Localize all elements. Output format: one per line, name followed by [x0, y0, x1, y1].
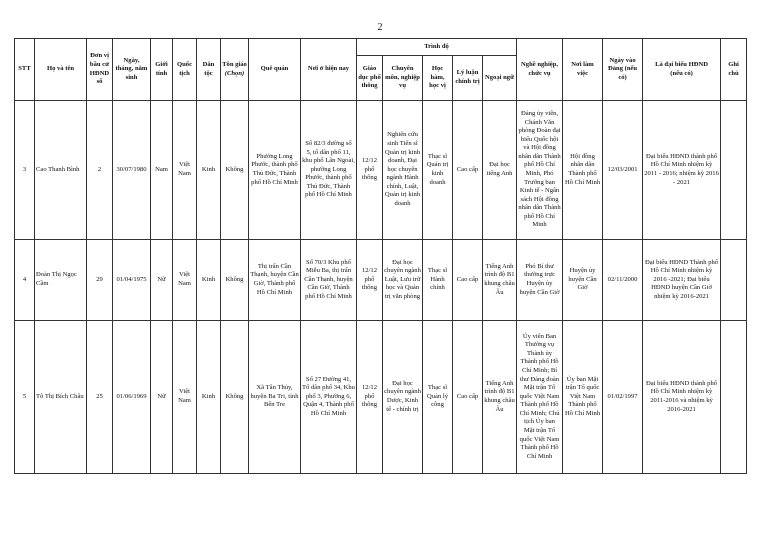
- cell-hometown: Thị trấn Cần Thạnh, huyện Cần Giờ, Thành phố Hồ Chí Minh: [249, 240, 301, 321]
- header-specialty: Chuyên môn, nghiệp vụ: [383, 56, 423, 101]
- cell-stt: 5: [15, 321, 35, 474]
- cell-stt: 4: [15, 240, 35, 321]
- cell-academic: Thạc sĩ Hành chính: [423, 240, 453, 321]
- cell-delegate: Đại biểu HĐND thành phố Hồ Chí Minh nhiệm kỳ 2011-2016 và nhiệm kỳ 2016-2021: [643, 321, 721, 474]
- cell-political: Cao cấp: [453, 240, 483, 321]
- cell-academic: Thạc sĩ Quản trị kinh doanh: [423, 101, 453, 240]
- cell-language: Tiếng Anh trình độ B1 khung châu Âu: [483, 240, 517, 321]
- cell-dob: 30/07/1980: [113, 101, 151, 240]
- cell-occupation: Phó Bí thư thường trực Huyện ủy huyện Cần Giờ: [517, 240, 563, 321]
- cell-ethnicity: Kinh: [197, 240, 221, 321]
- header-workplace: Nơi làm việc: [563, 39, 603, 101]
- cell-general-edu: 12/12 phổ thông: [357, 321, 383, 474]
- header-nationality: Quốc tịch: [173, 39, 197, 101]
- cell-language: Đại học tiếng Anh: [483, 101, 517, 240]
- cell-name: Cao Thanh Bình: [35, 101, 87, 240]
- header-gender: Giới tính: [151, 39, 173, 101]
- cell-notes: [721, 101, 747, 240]
- header-delegate: Là đại biểu HĐND (nếu có): [643, 39, 721, 101]
- header-ethnicity: Dân tộc: [197, 39, 221, 101]
- table-row: [15, 240, 747, 321]
- cell-general-edu: 12/12 phổ thông: [357, 101, 383, 240]
- cell-occupation: Đảng ủy viên, Chánh Văn phòng Đoàn đại biểu Quốc hội và Hội đồng nhân dân Thành phố Hồ Chí Minh, Phó Trưởng ban Kinh tế - Ngân sách Hội đồng nhân dân Thành phố Hồ Chí Minh: [517, 101, 563, 240]
- cell-nationality: Việt Nam: [173, 321, 197, 474]
- cell-general-edu: 12/12 phổ thông: [357, 240, 383, 321]
- header-religion: Tôn giáo (Chọn): [221, 39, 249, 101]
- page-number: 2: [377, 22, 383, 33]
- cell-gender: Nam: [151, 101, 173, 240]
- header-occupation: Nghề nghiệp, chức vụ: [517, 39, 563, 101]
- cell-party-date: 02/11/2000: [603, 240, 643, 321]
- cell-workplace: Huyện ủy huyện Cần Giờ: [563, 240, 603, 321]
- cell-name: Tô Thị Bích Châu: [35, 321, 87, 474]
- cell-specialty: Đại học chuyên ngành Luật, Lưu trữ học và Quản trị văn phòng: [383, 240, 423, 321]
- table-row: [15, 321, 747, 474]
- header-hometown: Quê quán: [249, 39, 301, 101]
- cell-ethnicity: Kinh: [197, 321, 221, 474]
- header-stt: STT: [15, 39, 35, 101]
- cell-dob: 01/04/1975: [113, 240, 151, 321]
- cell-delegate: Đại biểu HĐND thành phố Hồ Chí Minh nhiệm kỳ 2011 - 2016; nhiệm kỳ 2016 - 2021: [643, 101, 721, 240]
- cell-residence: Số 27 Đường 41, Tổ dân phố 34, Khu phố 3, Phường 6, Quận 4, Thành phố Hồ Chí Minh: [301, 321, 357, 474]
- header-academic: Học hàm, học vị: [423, 56, 453, 101]
- cell-religion: Không: [221, 101, 249, 240]
- cell-residence: Số 70/3 Khu phố Miễu Ba, thị trấn Cần Thạnh, huyện Cần Giờ, Thành phố Hồ Chí Minh: [301, 240, 357, 321]
- cell-academic: Thạc sĩ Quản lý công: [423, 321, 453, 474]
- header-party-date: Ngày vào Đảng (nếu có): [603, 39, 643, 101]
- header-dob: Ngày, tháng, năm sinh: [113, 39, 151, 101]
- header-notes: Ghi chú: [721, 39, 747, 101]
- cell-gender: Nữ: [151, 240, 173, 321]
- cell-unit: 2: [87, 101, 113, 240]
- cell-unit: 29: [87, 240, 113, 321]
- cell-language: Tiếng Anh trình độ B1 khung châu Âu: [483, 321, 517, 474]
- table-row: [15, 101, 747, 240]
- header-row-1: [15, 39, 747, 56]
- cell-religion: Không: [221, 240, 249, 321]
- candidate-table: [14, 38, 747, 474]
- cell-unit: 25: [87, 321, 113, 474]
- cell-workplace: Hội đồng nhân dân Thành phố Hồ Chí Minh: [563, 101, 603, 240]
- header-residence: Nơi ở hiện nay: [301, 39, 357, 101]
- cell-specialty: Đại học chuyên ngành Dược, Kinh tế - chính trị: [383, 321, 423, 474]
- cell-notes: [721, 240, 747, 321]
- cell-residence: Số 82/3 đường số 5, tổ dân phố 11, khu phố Lân Ngoài, phường Long Phước, thành phố Thủ Đức, Thành phố Hồ Chí Minh: [301, 101, 357, 240]
- header-general-edu: Giáo dục phổ thông: [357, 56, 383, 101]
- cell-nationality: Việt Nam: [173, 240, 197, 321]
- cell-notes: [721, 321, 747, 474]
- cell-hometown: Phường Long Phước, thành phố Thủ Đức, Thành phố Hồ Chí Minh: [249, 101, 301, 240]
- cell-hometown: Xã Tân Thủy, huyện Ba Tri, tỉnh Bến Tre: [249, 321, 301, 474]
- cell-party-date: 12/03/2001: [603, 101, 643, 240]
- header-name: Họ và tên: [35, 39, 87, 101]
- cell-gender: Nữ: [151, 321, 173, 474]
- cell-ethnicity: Kinh: [197, 101, 221, 240]
- cell-political: Cao cấp: [453, 101, 483, 240]
- header-language: Ngoại ngữ: [483, 56, 517, 101]
- cell-delegate: Đại biểu HĐND Thành phố Hồ Chí Minh nhiệm kỳ 2016 -2021; Đại biểu HĐND huyện Cần Giờ nhiệm kỳ 2016-2021: [643, 240, 721, 321]
- cell-name: Đoàn Thị Ngọc Cầm: [35, 240, 87, 321]
- header-education-group: Trình độ: [357, 39, 517, 56]
- cell-nationality: Việt Nam: [173, 101, 197, 240]
- cell-religion: Không: [221, 321, 249, 474]
- cell-dob: 01/06/1969: [113, 321, 151, 474]
- cell-workplace: Ủy ban Mặt trận Tổ quốc Việt Nam Thành phố Hồ Chí Minh: [563, 321, 603, 474]
- header-political: Lý luận chính trị: [453, 56, 483, 101]
- cell-political: Cao cấp: [453, 321, 483, 474]
- header-unit: Đơn vị bầu cử HĐND số: [87, 39, 113, 101]
- cell-occupation: Ủy viên Ban Thường vụ Thành ủy Thành phố Hồ Chí Minh; Bí thư Đảng đoàn Mặt trận Tổ quốc Việt Nam Thành phố Hồ Chí Minh; Chủ tịch Ủy ban Mặt trận Tổ quốc Việt Nam Thành phố Hồ Chí Minh: [517, 321, 563, 474]
- cell-stt: 3: [15, 101, 35, 240]
- cell-specialty: Nghiên cứu sinh Tiến sĩ Quản trị kinh doanh, Đại học chuyên ngành Hành chính, Luật, Quản trị kinh doanh: [383, 101, 423, 240]
- cell-party-date: 01/02/1997: [603, 321, 643, 474]
